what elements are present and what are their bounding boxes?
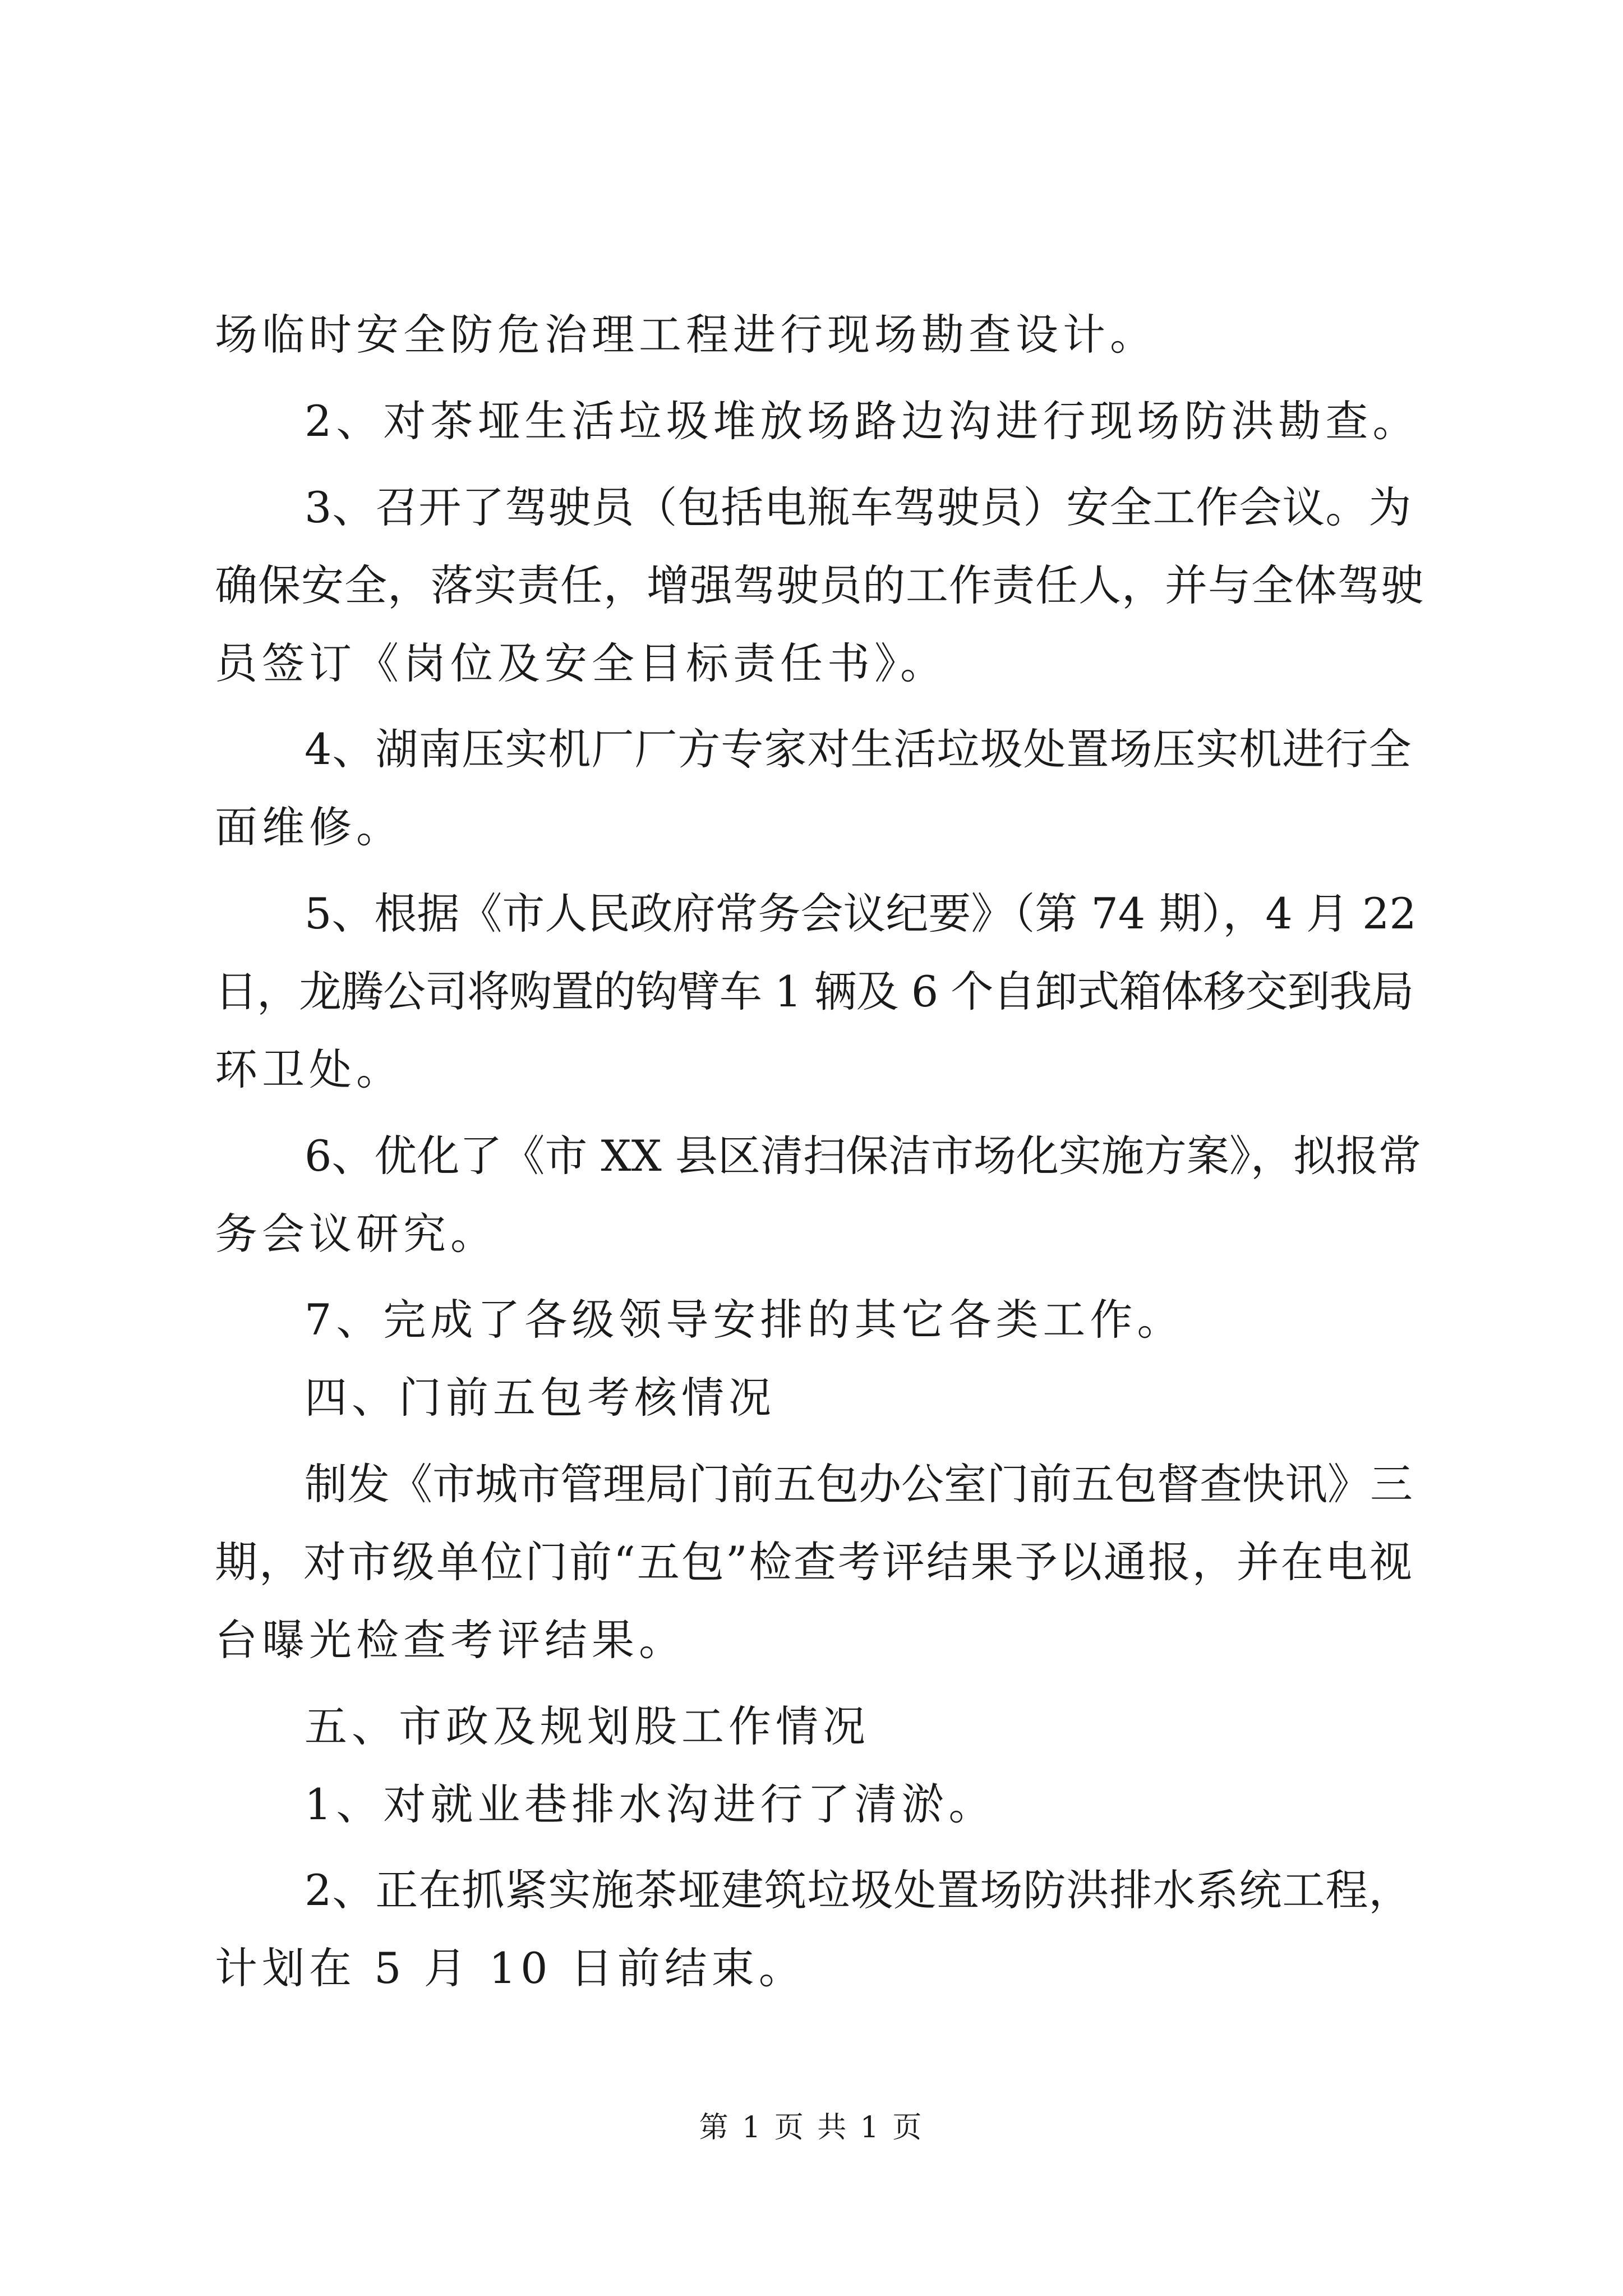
paragraph-line: 2、对茶垭生活垃圾堆放场路边沟进行现场防洪勘查。 bbox=[305, 396, 1420, 446]
paragraph-line: 台曝光检查考评结果。 bbox=[215, 1615, 686, 1665]
paragraph-line: 3、召开了驾驶员（包括电瓶车驾驶员）安全工作会议。为 bbox=[305, 482, 1412, 532]
section-heading: 四、门前五包考核情况 bbox=[305, 1373, 776, 1423]
paragraph-line: 6、优化了《市 XX 县区清扫保洁市场化实施方案》，拟报常 bbox=[305, 1131, 1421, 1181]
page-footer bbox=[0, 2108, 1623, 2147]
paragraph-line: 期，对市级单位门前“五包”检查考评结果予以通报，并在电视 bbox=[215, 1537, 1414, 1587]
section-heading: 五、市政及规划股工作情况 bbox=[305, 1701, 870, 1751]
paragraph-line: 面维修。 bbox=[215, 802, 403, 852]
paragraph-line: 务会议研究。 bbox=[215, 1209, 497, 1259]
paragraph-line: 计划在 5 月 10 日前结束。 bbox=[215, 1943, 806, 1993]
paragraph-line: 环卫处。 bbox=[215, 1045, 403, 1094]
paragraph-line: 确保安全，落实责任，增强驾驶员的工作责任人，并与全体驾驶 bbox=[215, 560, 1424, 610]
paragraph-line: 制发《市城市管理局门前五包办公室门前五包督查快讯》三 bbox=[305, 1459, 1413, 1509]
paragraph-line: 4、湖南压实机厂厂方专家对生活垃圾处置场压实机进行全 bbox=[305, 724, 1412, 774]
paragraph-line: 员签订《岗位及安全目标责任书》。 bbox=[215, 638, 947, 688]
paragraph-line: 5、根据《市人民政府常务会议纪要》（第 74 期），4 月 22 bbox=[305, 889, 1417, 938]
paragraph-line: 1、对就业巷排水沟进行了清淤。 bbox=[305, 1779, 996, 1829]
paragraph-line: 2、正在抓紧实施茶垭建筑垃圾处置场防洪排水系统工程， bbox=[305, 1865, 1412, 1915]
paragraph-line: 场临时安全防危治理工程进行现场勘查设计。 bbox=[215, 310, 1157, 360]
paragraph-line: 日，龙腾公司将购置的钩臂车 1 辆及 6 个自卸式箱体移交到我局 bbox=[215, 967, 1414, 1016]
paragraph-line: 7、完成了各级领导安排的其它各类工作。 bbox=[305, 1295, 1184, 1345]
page-number-label: 第 1 页 共 1 页 bbox=[699, 2111, 924, 2145]
